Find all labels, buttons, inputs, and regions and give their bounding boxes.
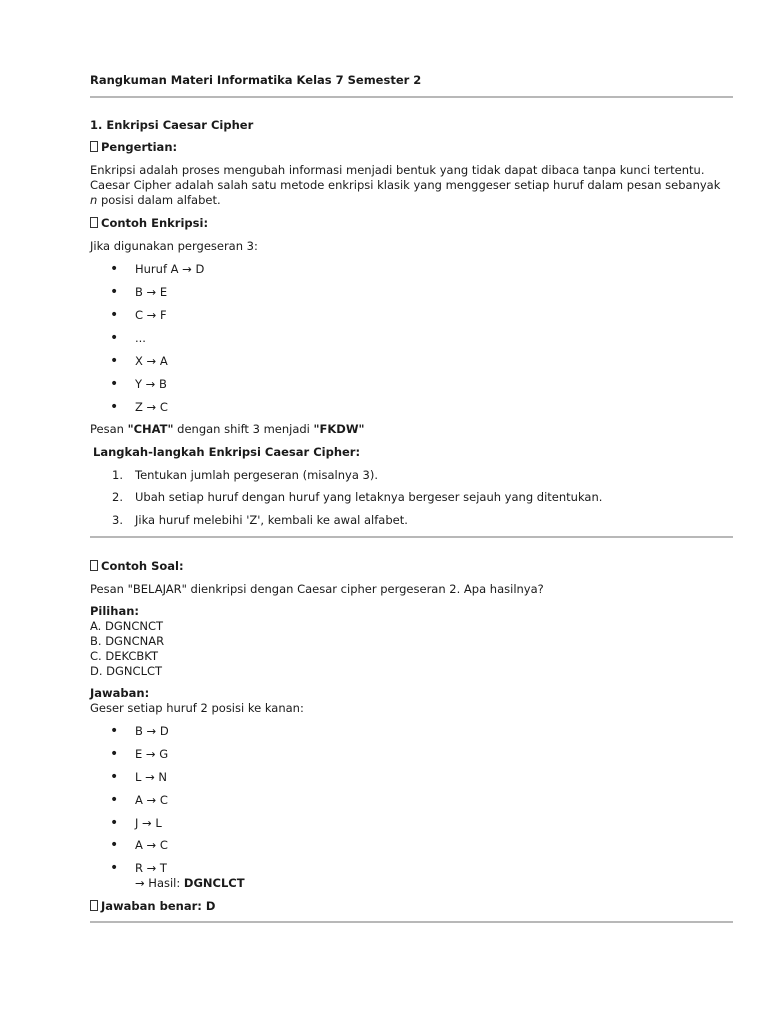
divider-top: [90, 96, 733, 98]
example-result: "FKDW": [313, 422, 365, 436]
bullet-icon: •: [110, 769, 119, 785]
bullet-icon: •: [110, 284, 119, 300]
jawaban-benar-line: [90, 899, 215, 913]
answer-mapping: R → T: [135, 861, 167, 875]
checkbox-icon: [90, 560, 98, 571]
step-text: Ubah setiap huruf dengan huruf yang letaknya bergeser sejauh yang ditentukan.: [135, 490, 603, 504]
hasil-line: [135, 876, 245, 891]
option-a: A. DGNCNCT: [90, 619, 164, 633]
option-d: D. DGNCLCT: [90, 664, 163, 678]
answer-mapping: J → L: [135, 816, 162, 830]
mapping-item: Huruf A → D: [135, 262, 205, 276]
options-block: [90, 604, 164, 679]
step-text: Tentukan jumlah pergeseran (misalnya 3).: [135, 468, 378, 482]
step-number: 1.: [112, 468, 123, 482]
bullet-icon: •: [110, 330, 119, 346]
page-title: Rangkuman Materi Informatika Kelas 7 Semester 2: [90, 73, 422, 87]
definition-italic-n: n: [90, 193, 98, 207]
mapping-item: B → E: [135, 285, 168, 299]
bullet-icon: •: [110, 860, 119, 876]
example-mid: dengan shift 3 menjadi: [173, 422, 314, 436]
pengertian-label: Pengertian:: [101, 140, 178, 154]
option-b: B. DGNCNAR: [90, 634, 165, 648]
mapping-item: Z → C: [135, 400, 168, 414]
jawaban-intro: Geser setiap huruf 2 posisi ke kanan:: [90, 701, 304, 715]
hasil-value: DGNCLCT: [183, 876, 245, 890]
bullet-icon: •: [110, 353, 119, 369]
pilihan-label: Pilihan:: [90, 604, 139, 618]
answer-mapping: E → G: [135, 747, 169, 761]
contoh-soal-heading: [90, 559, 184, 573]
step-text: Jika huruf melebihi 'Z', kembali ke awal alfabet.: [135, 513, 408, 527]
mapping-item: Y → B: [135, 377, 167, 391]
divider-bottom: [90, 921, 733, 923]
bullet-icon: •: [110, 746, 119, 762]
jawaban-block: [90, 686, 304, 716]
contoh-enkripsi-label: Contoh Enkripsi:: [101, 216, 209, 230]
option-c: C. DEKCBKT: [90, 649, 158, 663]
bullet-icon: •: [110, 815, 119, 831]
bullet-icon: •: [110, 307, 119, 323]
mapping-item: X → A: [135, 354, 168, 368]
answer-mapping: L → N: [135, 770, 167, 784]
contoh-soal-label: Contoh Soal:: [101, 559, 184, 573]
checkbox-icon: [90, 141, 98, 152]
bullet-icon: •: [110, 837, 119, 853]
mapping-item: C → F: [135, 308, 167, 322]
checkbox-icon: [90, 217, 98, 228]
answer-mapping: A → C: [135, 838, 168, 852]
answer-mapping: B → D: [135, 724, 169, 738]
definition-text-2: posisi dalam alfabet.: [97, 193, 221, 207]
definition-text-1: Enkripsi adalah proses mengubah informasi menjadi bentuk yang tidak dapat dibaca tanpa kunci tertentu. Caesar Cipher adalah salah satu metode enkripsi klasik yang menggeser setiap huruf dalam pesan sebanyak: [90, 163, 721, 192]
jawaban-label: Jawaban:: [90, 686, 150, 700]
example-prefix: Pesan: [90, 422, 128, 436]
bullet-icon: •: [110, 376, 119, 392]
question-text: Pesan "BELAJAR" dienkripsi dengan Caesar cipher pergeseran 2. Apa hasilnya?: [90, 582, 544, 596]
pengertian-heading: [90, 140, 177, 154]
checkbox-icon: [90, 900, 98, 911]
definition-paragraph: [90, 163, 730, 208]
step-number: 3.: [112, 513, 123, 527]
bullet-icon: •: [110, 399, 119, 415]
steps-heading: Langkah-langkah Enkripsi Caesar Cipher:: [93, 445, 361, 459]
divider-middle: [90, 536, 733, 538]
bullet-icon: •: [110, 723, 119, 739]
example-sentence: [90, 422, 365, 436]
jawaban-benar-label: Jawaban benar: D: [101, 899, 216, 913]
hasil-prefix: → Hasil:: [135, 876, 184, 890]
bullet-icon: •: [110, 261, 119, 277]
answer-mapping-last: [135, 861, 245, 891]
step-number: 2.: [112, 490, 123, 504]
example-word: "CHAT": [127, 422, 174, 436]
bullet-icon: •: [110, 792, 119, 808]
contoh-enkripsi-heading: [90, 216, 208, 230]
shift-intro: Jika digunakan pergeseran 3:: [90, 239, 258, 253]
section-heading-caesar: 1. Enkripsi Caesar Cipher: [90, 118, 254, 132]
answer-mapping: A → C: [135, 793, 168, 807]
mapping-item: ...: [135, 331, 146, 345]
